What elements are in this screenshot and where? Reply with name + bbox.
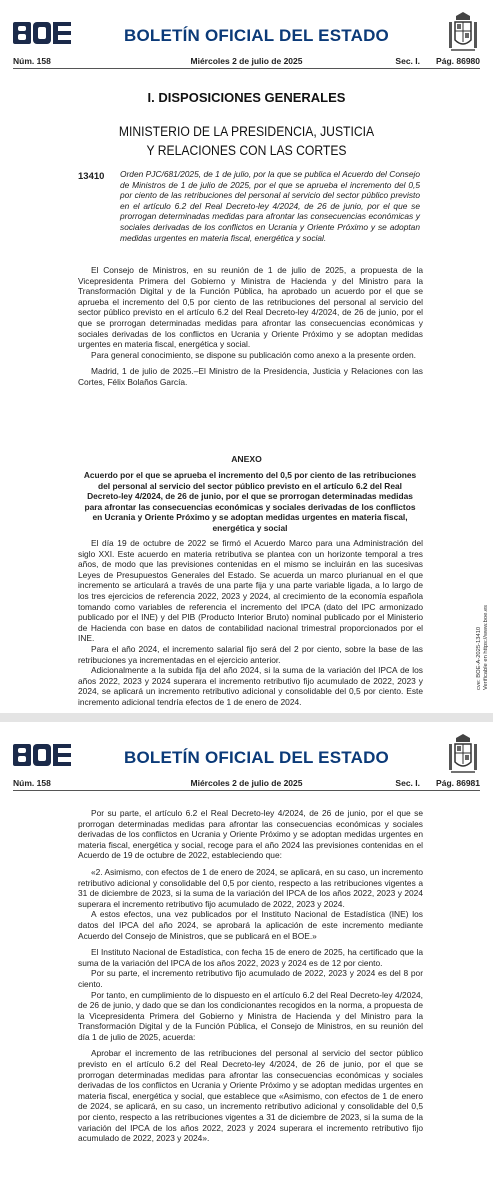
order-body bbox=[78, 265, 423, 388]
spanish-coat-of-arms-icon bbox=[447, 12, 479, 54]
ministry-line-1: MINISTERIO DE LA PRESIDENCIA, JUSTICIA bbox=[118, 124, 375, 139]
paragraph: Adicionalmente a la subida fija del año 2024, si la suma de la variación del IPCA de los años 2022, 2023 y 2024 superara el incremento retributivo fijo acumulado de 2022, 2023 y 2024, se aplicará un incremento retributivo adicional y consolidable del 0,5 por ciento. Este incremento adicional tendría efectos de 1 de enero de 2024. bbox=[78, 665, 423, 707]
document-page-2 bbox=[0, 722, 493, 1200]
paragraph: Para el año 2024, el incremento salarial fijo será del 2 por ciento, sobre la base de las retribuciones ya incrementadas en el ejercicio anterior. bbox=[78, 643, 423, 665]
annex-label: ANEXO bbox=[231, 454, 262, 464]
annex-body bbox=[78, 538, 423, 708]
gazette-title: BOLETÍN OFICIAL DEL ESTADO bbox=[124, 26, 389, 45]
issue-number: Núm. 158 bbox=[13, 778, 51, 788]
header-divider bbox=[13, 790, 480, 791]
issue-date: Miércoles 2 de julio de 2025 bbox=[190, 56, 303, 66]
paragraph: Por su parte, el artículo 6.2 el Real Decreto-ley 4/2024, de 26 de junio, por el que se prorrogan determinadas medidas para afrontar las consecuencias económicas y sociales derivadas de los conflictos en Ucrania y Oriente Próximo y se adoptan medidas urgentes en materia fiscal, energética y social, recoge para el año 2024 las previsiones contenidas en el Acuerdo de 19 de octubre de 2022, estableciendo que: bbox=[78, 808, 423, 861]
header-divider bbox=[13, 68, 480, 69]
paragraph: El Consejo de Ministros, en su reunión de 1 de julio de 2025, a propuesta de la Vicepresidenta Primera del Gobierno y Ministra de Hacienda y del Ministro para la Transformación Digital y de la Función Pública, ha aprobado un acuerdo por el que se aprueba el incremento del 0,5 por ciento de las retribuciones del personal al servicio del sector público previsto en el artículo 6.2 del Real Decreto-ley 4/2024, de 26 de junio, por el que se prorrogan determinadas medidas para afrontar las consecuencias económicas y sociales derivadas de los conflictos en Ucrania y Oriente Próximo y se adoptan medidas urgentes en materia fiscal, energética y social. bbox=[78, 265, 423, 350]
annex-title: Acuerdo por el que se aprueba el incremento del 0,5 por ciento de las retribuciones del personal al servicio del sector público previsto en el artículo 6.2 del Real Decreto-ley 4/2024, de 26 de junio, por el que se prorrogan determinadas medidas para afrontar las consecuencias económicas y sociales derivadas de los conflictos en Ucrania y Oriente Próximo y se adoptan medidas urgentes en materia fiscal, energética y social bbox=[83, 470, 417, 533]
page-header bbox=[0, 722, 493, 778]
order-summary: Orden PJC/681/2025, de 1 de julio, por la que se publica el Acuerdo del Consejo de Ministros de 1 de julio de 2025, por el que se aprueba el incremento del 0,5 por ciento de las retribuciones del personal al servicio del sector público previsto en el artículo 6.2 del Real Decreto-ley 4/2024, de 26 de junio, por el que se prorrogan determinadas medidas para afrontar las consecuencias económicas y sociales derivadas de los conflictos en Ucrania y Oriente Próximo y se adoptan medidas urgentes en materia fiscal, energética y social. bbox=[120, 169, 420, 243]
paragraph: El Instituto Nacional de Estadística, con fecha 15 de enero de 2025, ha certificado que la suma de la variación del IPCA de los años 2022, 2023 y 2024 es de 12 por ciento. bbox=[78, 947, 423, 968]
paragraph: Para general conocimiento, se dispone su publicación como anexo a la presente orden. bbox=[91, 349, 416, 360]
section-label: Sec. I. bbox=[395, 778, 420, 788]
paragraph: Por tanto, en cumplimiento de lo dispuesto en el artículo 6.2 del Real Decreto-ley 4/2024, de 26 de junio, y dado que se dan los condicionantes recogidos en la norma, a propuesta de la Vicepresidenta Primera del Gobierno y Ministra de Hacienda y del Ministro para la Transformación Digital y de la Función Pública, el Consejo de Ministros, en su reunión del día 1 de julio de 2025, acuerda: bbox=[78, 989, 423, 1042]
paragraph: El día 19 de octubre de 2022 se firmó el Acuerdo Marco para una Administración del siglo XXI. Este acuerdo en materia retributiva se plantea con un horizonte temporal a tres años, de modo que las previsiones contenidas en el mismo se incluirán en las sucesivas Leyes de Presupuestos Generales del Estado. Se acuerda un marco plurianual en el que incremento se articulará a través de una parte fija y una parte variable ligada, a lo largo de los tres ejercicios de referencia 2022, 2023 y 2024, al crecimiento de la economía española tomando como variables de referencia el incremento del IPCA (dato del IPC armonizado publicado por el INE) y del PIB (Producto Interior Bruto) nominal publicado por el Ministerio de Hacienda con base en datos de contabilidad nacional trimestral proporcionados por el INE. bbox=[78, 538, 423, 644]
section-title: I. DISPOSICIONES GENERALES bbox=[147, 90, 346, 105]
gazette-title: BOLETÍN OFICIAL DEL ESTADO bbox=[124, 748, 389, 767]
cve-code: cve: BOE-A-2025-13410 bbox=[476, 626, 482, 690]
verification-url: Verificable en https://www.boe.es bbox=[483, 604, 489, 690]
quoted-paragraph: «2. Asimismo, con efectos de 1 de enero de 2024, se aplicará, en su caso, un incremento retributivo adicional y consolidable del 0,5 por ciento, respecto a las retribuciones vigentes a 31 de diciembre de 2023, si la suma de la variación del IPCA de los años 2022, 2023 y 2024 superara el incremento retributivo fijo acumulado de 2022, 2023 y 2024. bbox=[78, 866, 423, 909]
issue-date: Miércoles 2 de julio de 2025 bbox=[190, 778, 303, 788]
paragraph: Aprobar el incremento de las retribuciones del personal al servicio del sector público previsto en el artículo 6.2 del Real Decreto-ley 4/2024, de 26 de junio, por el que se prorrogan determinadas medidas para afrontar las consecuencias económicas y sociales derivadas de los conflictos en Ucrania y Oriente Próximo y se adoptan medidas urgentes en materia fiscal, energética y social, que establece que «Asimismo, con efectos de 1 de enero de 2024, se aplicará, en su caso, un incremento retributivo adicional y consolidable del 0,5 por ciento, respecto a las retribuciones vigentes a 31 de diciembre de 2023, si la suma de la variación del IPCA de los años 2022, 2023 y 2024 superara el incremento retributivo fijo acumulado de 2022, 2023 y 2024». bbox=[78, 1048, 423, 1144]
paragraph: Por su parte, el incremento retributivo fijo acumulado de 2022, 2023 y 2024 es del 8 por ciento. bbox=[78, 968, 423, 989]
quoted-paragraph: A estos efectos, una vez publicados por el Instituto Nacional de Estadística (INE) los datos del IPCA del año 2024, se aprobará la aplicación de este incremento mediante Acuerdo del Consejo de Ministros, que se publicará en el BOE.» bbox=[78, 909, 423, 941]
ministry-line-2: Y RELACIONES CON LAS CORTES bbox=[146, 143, 347, 158]
page-separator bbox=[0, 713, 493, 722]
issue-number: Núm. 158 bbox=[13, 56, 51, 66]
verification-note bbox=[476, 580, 490, 690]
ministry-heading bbox=[25, 122, 469, 160]
page-number: Pág. 86981 bbox=[436, 778, 480, 788]
page-number: Pág. 86980 bbox=[436, 56, 480, 66]
spanish-coat-of-arms-icon bbox=[447, 734, 479, 776]
page-2-body bbox=[78, 808, 423, 1144]
section-label: Sec. I. bbox=[395, 56, 420, 66]
order-number: 13410 bbox=[78, 171, 105, 182]
signature-paragraph: Madrid, 1 de julio de 2025.–El Ministro de la Presidencia, Justicia y Relaciones con las Cortes, Félix Bolaños García. bbox=[78, 366, 423, 387]
page-header bbox=[0, 0, 493, 56]
